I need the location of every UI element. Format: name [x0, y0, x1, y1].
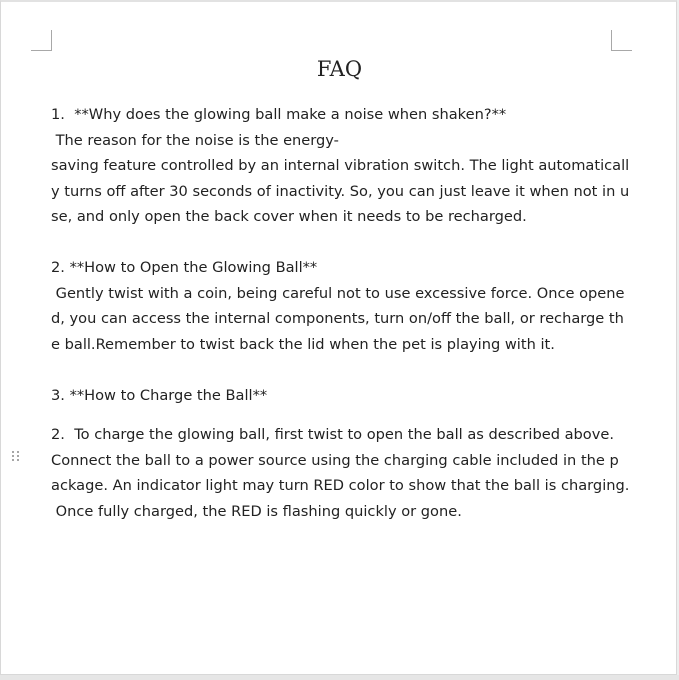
bottom-scroll-area: [0, 675, 679, 680]
faq-answer-3-line: ackage. An indicator light may turn RED color to show that the ball is charging.: [51, 477, 630, 494]
faq-question-1-heading: 1. **Why does the glowing ball make a noise when shaken?**: [51, 106, 507, 123]
faq-question-3-heading: 3. **How to Charge the Ball**: [51, 386, 268, 404]
paragraph-gap: [51, 408, 616, 422]
faq-answer-2-line: d, you can access the internal components, turn on/off the ball, or recharge th: [51, 310, 624, 327]
paragraph-gap: [51, 230, 616, 256]
faq-answer-2-line: e ball.Remember to twist back the lid when the pet is playing with it.: [51, 335, 555, 353]
faq-answer-2-line: Gently twist with a coin, being careful not to use excessive force. Once opene: [51, 284, 625, 302]
faq-answer-1-line: The reason for the noise is the energy-: [51, 131, 339, 149]
top-left-margin-corner: [31, 30, 52, 51]
faq-answer-1-line: y turns off after 30 seconds of inactivity. So, you can just leave it when not in u: [51, 182, 630, 200]
top-right-margin-corner: [611, 30, 632, 51]
drag-handle-icon[interactable]: [12, 451, 20, 463]
document-body[interactable]: [51, 102, 630, 524]
faq-question-2-heading: 2. **How to Open the Glowing Ball**: [51, 259, 318, 276]
paragraph-gap: [51, 357, 616, 383]
document-title: FAQ: [316, 57, 363, 81]
faq-answer-1-line: se, and only open the back cover when it needs to be recharged.: [51, 208, 527, 225]
faq-answer-3-line: Once fully charged, the RED is flashing quickly or gone.: [51, 502, 462, 520]
faq-answer-3-line: Connect the ball to a power source using the charging cable included in the p: [51, 451, 619, 469]
faq-answer-1-line: saving feature controlled by an internal vibration switch. The light automaticall: [51, 157, 630, 174]
faq-answer-3-line: 2. To charge the glowing ball, first twist to open the ball as described above.: [51, 426, 614, 443]
